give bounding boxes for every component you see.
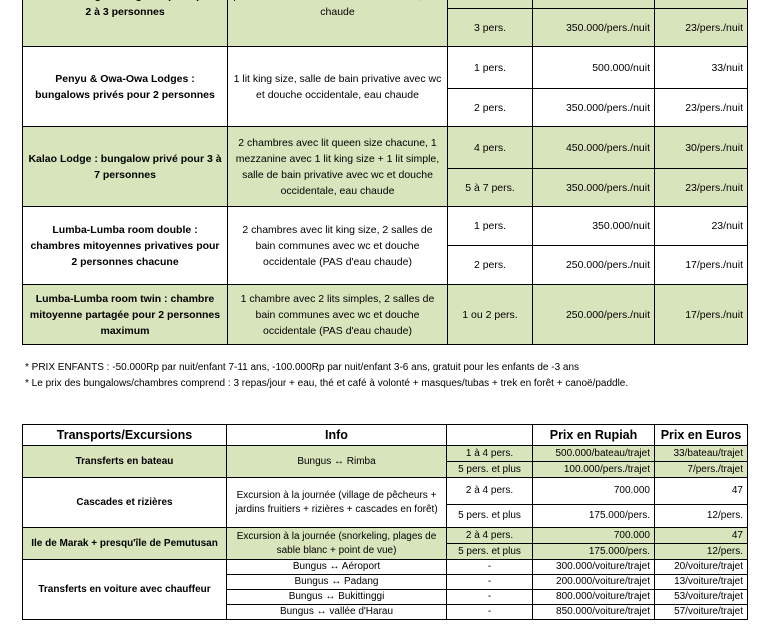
table-row	[23, 207, 748, 246]
persons-cell: 2 à 4 pers.	[447, 528, 533, 544]
persons-cell: -	[447, 605, 533, 620]
persons-cell	[448, 0, 533, 9]
persons-cell: -	[447, 590, 533, 605]
price-rupiah: 175.000/pers.	[533, 544, 655, 560]
persons-cell: 4 pers.	[448, 127, 533, 169]
table-row	[23, 127, 748, 169]
price-rupiah: 500.000/bateau/trajet	[533, 446, 655, 462]
lodge-description: 2 chambres avec lit queen size chacune, 1 mezzanine avec 1 lit king size + 1 lit simple, salle de bain privative avec wc et douche occidentale, eau chaude	[228, 127, 448, 207]
lodge-description: 2 chambres avec lit king size, 2 salles de bain communes avec wc et douche occidentale (PAS d'eau chaude)	[228, 207, 448, 285]
col-header-info: Info	[227, 425, 447, 446]
price-euro: 12/pers.	[655, 544, 748, 560]
persons-cell: 5 pers. et plus	[447, 505, 533, 528]
note-included: * Le prix des bungalows/chambres comprend : 3 repas/jour + eau, thé et café à volonté + masques/tubas + trek en forêt + canoë/paddle.	[25, 378, 629, 389]
persons-cell: 2 pers.	[448, 89, 533, 127]
note-children-price: * PRIX ENFANTS : -50.000Rp par nuit/enfant 7-11 ans, -100.000Rp par nuit/enfant 3-6 ans, gratuit pour les enfants de -3 ans	[25, 362, 580, 373]
col-header-transport: Transports/Excursions	[23, 425, 227, 446]
table-row	[23, 560, 748, 575]
price-rupiah: 250.000/pers./nuit	[533, 285, 655, 345]
price-rupiah: 450.000/pers./nuit	[533, 127, 655, 169]
col-header-persons	[447, 425, 533, 446]
price-euro: 57/voiture/trajet	[655, 605, 748, 620]
persons-cell: 1 à 4 pers.	[447, 446, 533, 462]
price-rupiah: 350.000/pers./nuit	[533, 89, 655, 127]
persons-cell: 1 pers.	[448, 207, 533, 246]
price-rupiah: 100.000/pers./trajet	[533, 462, 655, 478]
transport-info: Bungus ↔ Rimba	[227, 446, 447, 478]
persons-cell: 1 pers.	[448, 47, 533, 89]
transport-info: Bungus ↔ Aéroport	[227, 560, 447, 575]
transport-info: Bungus ↔ Padang	[227, 575, 447, 590]
price-euro: 53/voiture/trajet	[655, 590, 748, 605]
price-euro: 30/pers./nuit	[655, 127, 748, 169]
transport-info: Excursion à la journée (snorkeling, plages de sable blanc + point de vue)	[227, 528, 447, 560]
price-rupiah: 350.000/pers./nuit	[533, 169, 655, 207]
price-rupiah: 200.000/voiture/trajet	[533, 575, 655, 590]
persons-cell: 5 à 7 pers.	[448, 169, 533, 207]
transport-info: Excursion à la journée (village de pêcheurs + jardins fruitiers + rizières + cascades en forêt)	[227, 478, 447, 528]
persons-cell: 2 pers.	[448, 246, 533, 285]
persons-cell: 3 pers.	[448, 9, 533, 47]
table-row	[23, 446, 748, 462]
lodge-name: 2 à 3 personnes	[23, 0, 228, 47]
price-euro: 33/bateau/trajet	[655, 446, 748, 462]
price-rupiah: 350.000/nuit	[533, 207, 655, 246]
accommodation-table	[22, 0, 748, 345]
notes	[25, 360, 628, 392]
persons-cell: -	[447, 575, 533, 590]
price-euro: 17/pers./nuit	[655, 285, 748, 345]
price-euro: 23/pers./nuit	[655, 9, 748, 47]
price-euro: 33/nuit	[655, 47, 748, 89]
price-euro	[655, 0, 748, 9]
price-rupiah: 850.000/voiture/trajet	[533, 605, 655, 620]
table-row	[23, 478, 748, 505]
price-rupiah: 175.000/pers.	[533, 505, 655, 528]
price-rupiah: 700.000	[533, 528, 655, 544]
persons-cell: 5 pers. et plus	[447, 462, 533, 478]
table-row	[23, 528, 748, 544]
lodge-name: Lumba-Lumba room twin : chambre mitoyenne partagée pour 2 personnes maximum	[23, 285, 228, 345]
price-euro: 13/voiture/trajet	[655, 575, 748, 590]
transport-info: Bungus ↔ Bukittinggi	[227, 590, 447, 605]
lodge-name: Penyu & Owa-Owa Lodges : bungalows privés pour 2 personnes	[23, 47, 228, 127]
price-euro: 17/pers./nuit	[655, 246, 748, 285]
price-euro: 47	[655, 528, 748, 544]
table-row	[23, 47, 748, 89]
lodge-name: Kalao Lodge : bungalow privé pour 3 à 7 personnes	[23, 127, 228, 207]
price-rupiah	[533, 0, 655, 9]
table-header-row	[23, 425, 748, 446]
price-rupiah: 250.000/pers./nuit	[533, 246, 655, 285]
lodge-description: chaude	[228, 0, 448, 47]
price-euro: 23/nuit	[655, 207, 748, 246]
table-row	[23, 0, 748, 9]
price-euro: 23/pers./nuit	[655, 169, 748, 207]
transport-name: Cascades et rizières	[23, 478, 227, 528]
price-rupiah: 700.000	[533, 478, 655, 505]
price-rupiah: 800.000/voiture/trajet	[533, 590, 655, 605]
price-euro: 7/pers./trajet	[655, 462, 748, 478]
col-header-rupiah: Prix en Rupiah	[533, 425, 655, 446]
transport-name: Transferts en bateau	[23, 446, 227, 478]
price-euro: 23/pers./nuit	[655, 89, 748, 127]
price-rupiah: 500.000/nuit	[533, 47, 655, 89]
price-euro: 12/pers.	[655, 505, 748, 528]
lodge-name: Lumba-Lumba room double : chambres mitoyennes privatives pour 2 personnes chacune	[23, 207, 228, 285]
transport-name: Ile de Marak + presqu'île de Pemutusan	[23, 528, 227, 560]
persons-cell: 5 pers. et plus	[447, 544, 533, 560]
transport-info: Bungus ↔ vallée d'Harau	[227, 605, 447, 620]
table-row	[23, 285, 748, 345]
transport-name: Transferts en voiture avec chauffeur	[23, 560, 227, 620]
lodge-description: 1 lit king size, salle de bain privative avec wc et douche occidentale, eau chaude	[228, 47, 448, 127]
persons-cell: -	[447, 560, 533, 575]
col-header-euro: Prix en Euros	[655, 425, 748, 446]
lodge-description: 1 chambre avec 2 lits simples, 2 salles de bain communes avec wc et douche occidentale (PAS d'eau chaude)	[228, 285, 448, 345]
persons-cell: 1 ou 2 pers.	[448, 285, 533, 345]
transport-table	[22, 424, 748, 620]
price-rupiah: 300.000/voiture/trajet	[533, 560, 655, 575]
price-rupiah: 350.000/pers./nuit	[533, 9, 655, 47]
price-euro: 20/voiture/trajet	[655, 560, 748, 575]
price-euro: 47	[655, 478, 748, 505]
persons-cell: 2 à 4 pers.	[447, 478, 533, 505]
